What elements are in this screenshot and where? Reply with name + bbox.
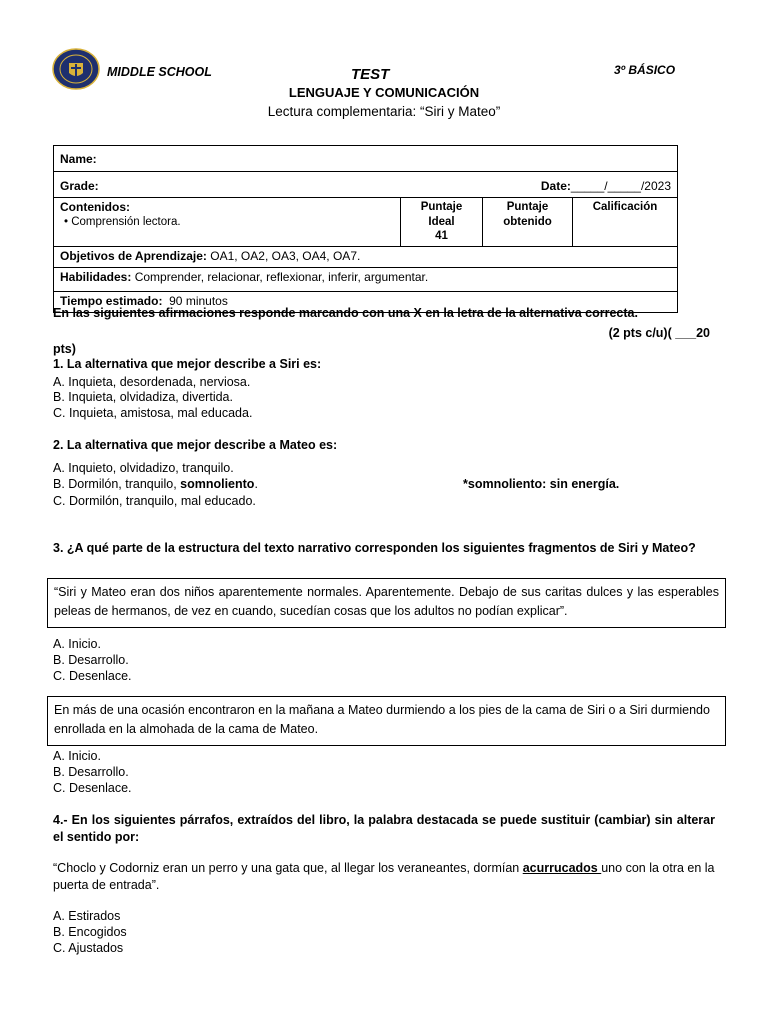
contents-label: Contenidos: [60,199,130,214]
objectives-row [54,247,678,268]
q4-option-a[interactable]: A. Estirados [53,909,121,923]
reading-title: Lectura complementaria: “Siri y Mateo” [267,104,501,119]
q1-option-b[interactable]: B. Inquieta, olvidadiza, divertida. [53,390,233,404]
skills-label: Habilidades: [60,270,132,284]
skills-row [54,268,678,292]
student-info-table [53,145,678,313]
grade-level: 3º BÁSICO [614,63,676,77]
q4-option-b[interactable]: B. Encogidos [53,925,127,939]
q1-option-c[interactable]: C. Inquieta, amistosa, mal educada. [53,406,253,420]
q4-quote: “Choclo y Codorniz eran un perro y una gata que, al llegar los veraneantes, dormían acurrucados uno con la otra en la puerta de entrada”. [53,861,715,892]
q3b-option-a[interactable]: A. Inicio. [53,749,101,763]
q4-question: 4.- En los siguientes párrafos, extraídos del libro, la palabra destacada se puede sustituir (cambiar) sin alterar el sentido por: [53,813,715,844]
grade-col-label: Calificación [592,200,658,213]
points-tail: pts) [53,342,76,356]
time-value: 90 minutos [162,294,228,308]
q3-fragment-1: “Siri y Mateo eran dos niños aparentemente normales. Aparentemente. Debajo de sus caritas dulces y las esperables peleas de hermanos, de vez en cuando, sucedían cosas que los adultos no podían explicar”. [47,578,726,628]
q2-option-a[interactable]: A. Inquieto, olvidadizo, tranquilo. [53,461,234,475]
date-field[interactable] [541,179,671,195]
q3b-option-b[interactable]: B. Desarrollo. [53,765,129,779]
q2-option-b-bold: somnoliento [180,477,255,491]
q2-option-b[interactable]: B. Dormilón, tranquilo, somnoliento. [53,477,258,491]
q3a-option-b[interactable]: B. Desarrollo. [53,653,129,667]
q3-fragment-2: En más de una ocasión encontraron en la mañana a Mateo durmiendo a los pies de la cama de Siri o a Siri durmiendo enrollada en la almohada de la cama de Mateo. [47,696,726,746]
ideal-score-value: 41 [435,230,448,243]
date-label: Date: [540,179,571,193]
time-label: Tiempo estimado: [60,294,163,308]
instructions-text: En las siguientes afirmaciones responde marcando con una X en la letra de la alternativa correcta. [53,306,638,320]
q1-question: 1. La alternativa que mejor describe a Siri es: [53,357,322,371]
q1-option-a[interactable]: A. Inquieta, desordenada, nerviosa. [53,375,251,389]
grade-col-cell[interactable] [573,197,678,247]
grade-date-cell[interactable] [54,172,678,198]
contents-cell [54,197,401,247]
q3-question: 3. ¿A qué parte de la estructura del texto narrativo corresponden los siguientes fragmentos de Siri y Mateo? [53,541,696,555]
objectives-label: Objetivos de Aprendizaje: [60,249,207,264]
q4-highlighted-word: acurrucados [522,861,602,875]
test-title: TEST [351,66,390,83]
obtained-score-label: Puntaje obtenido [503,200,552,228]
name-label: Name: [60,152,97,166]
skills-value: Comprender, relacionar, reflexionar, inferir, argumentar. [131,270,429,284]
q3a-option-a[interactable]: A. Inicio. [53,637,101,651]
obtained-score-cell[interactable] [483,197,573,247]
ideal-score-label: Puntaje Ideal [420,200,463,228]
ideal-score-cell [401,197,483,247]
q2-question: 2. La alternativa que mejor describe a Mateo es: [53,438,338,452]
q2-option-c[interactable]: C. Dormilón, tranquilo, mal educado. [53,494,256,508]
school-logo [52,48,100,90]
points-line: (2 pts c/u)( ___20 [608,326,710,340]
school-name: MIDDLE SCHOOL [107,65,212,79]
q3a-option-c[interactable]: C. Desenlace. [53,669,132,683]
contents-item: • Comprensión lectora. [64,216,181,229]
q3b-option-c[interactable]: C. Desenlace. [53,781,132,795]
q2-footnote: *somnoliento: sin energía. [463,477,620,491]
grade-label: Grade: [60,179,99,193]
name-cell[interactable] [54,146,678,172]
q4-option-c[interactable]: C. Ajustados [53,941,124,955]
objectives-value: OA1, OA2, OA3, OA4, OA7. [206,249,361,264]
subject-title: LENGUAJE Y COMUNICACIÓN [288,85,480,100]
date-blanks[interactable]: _____/_____/2023 [570,179,671,193]
